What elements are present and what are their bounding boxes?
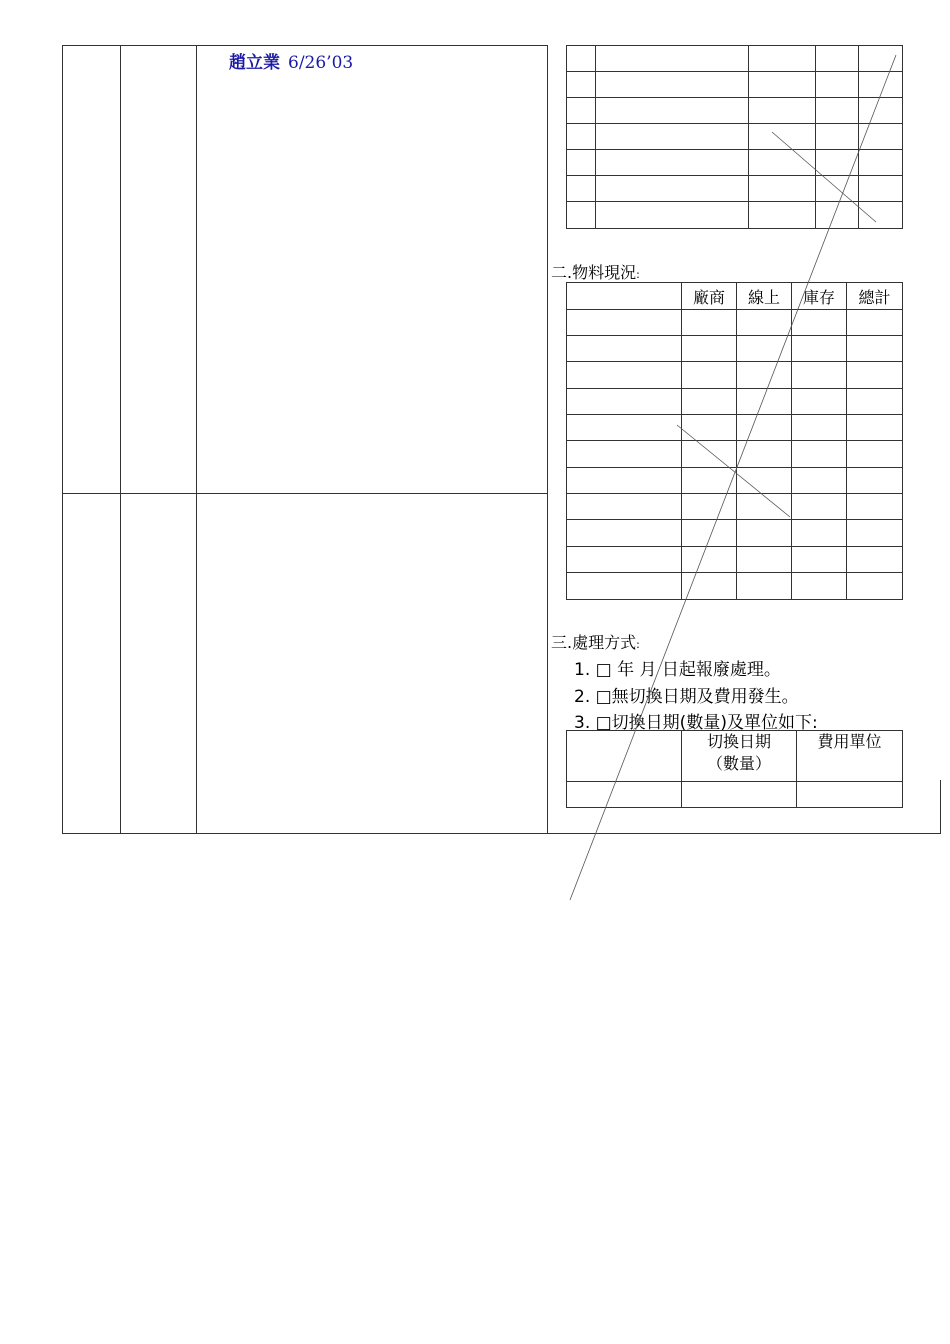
long-diagonal-stroke [570,55,896,900]
materials-header-total: 總計 [847,283,903,310]
switch-header-cost-unit: 費用單位 [797,731,903,782]
top-cross-stroke [772,132,876,222]
handling-option-3: 3. □切換日期(數量)及單位如下: [574,713,818,733]
materials-header-vendor: 廠商 [682,283,737,310]
handling-option-1: 1. □ 年 月 日起報廢處理。 [574,660,781,680]
materials-header-stock: 庫存 [792,283,847,310]
materials-title: 二.物料現況: [551,263,640,282]
middle-cross-stroke [677,425,790,517]
materials-header-online: 線上 [737,283,792,310]
signature-name: 趙立業 [229,53,280,73]
switch-header-date: 切換日期 （數量） [682,731,797,782]
signature-date: 6/26’03 [288,53,354,73]
handling-title: 三.處理方式: [551,633,640,652]
handling-option-2: 2. □無切換日期及費用發生。 [574,687,799,707]
